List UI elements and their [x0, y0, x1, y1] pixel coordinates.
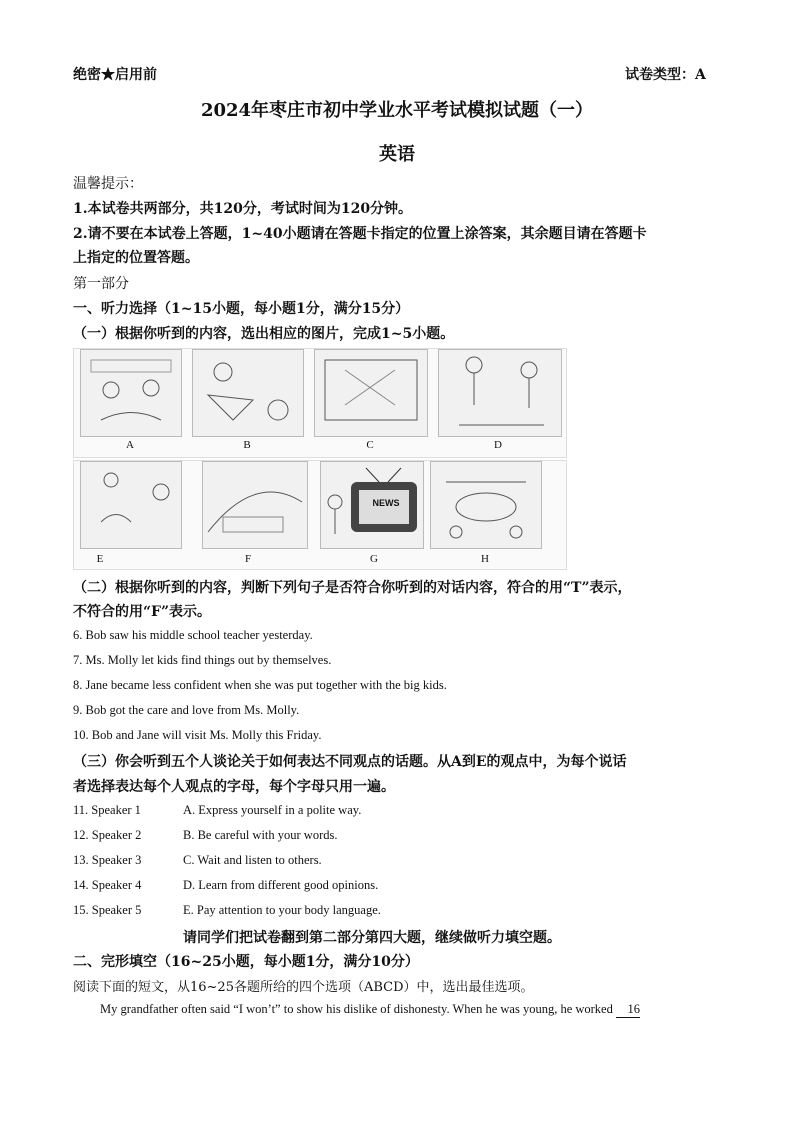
option-b: B. Be careful with your words.: [183, 828, 338, 842]
section-1-sub-3a: （三）你会听到五个人谈论关于如何表达不同观点的话题。从A到E的观点中，为每个说话: [73, 754, 627, 770]
picture-label-h: H: [481, 553, 489, 565]
part-one-heading: 第一部分: [73, 276, 129, 292]
blank-16: 16: [616, 1002, 640, 1018]
picture-h: [430, 461, 542, 549]
notice-item-1: 1.本试卷共两部分，共120分，考试时间为120分钟。: [73, 201, 413, 217]
picture-label-f: F: [244, 553, 252, 565]
tf-item-10: 10. Bob and Jane will visit Ms. Molly this Friday.: [73, 728, 322, 742]
picture-d: [438, 349, 562, 437]
option-e: E. Pay attention to your body language.: [183, 903, 381, 917]
speaker-14: 14. Speaker 4: [73, 878, 142, 892]
passage-first-line: [100, 1002, 640, 1018]
picture-e: [80, 461, 182, 549]
tf-item-6: 6. Bob saw his middle school teacher yesterday.: [73, 628, 313, 642]
speaker-11: 11. Speaker 1: [73, 803, 141, 817]
section-1-sub-1: （一）根据你听到的内容，选出相应的图片，完成1~5小题。: [73, 326, 455, 342]
section-1-heading: 一、听力选择（1~15小题，每小题1分，满分15分）: [73, 301, 410, 317]
section-1-sub-2a: （二）根据你听到的内容，判断下列句子是否符合你听到的对话内容，符合的用“T”表示，: [73, 580, 632, 596]
notice-heading: 温馨提示：: [73, 176, 143, 192]
tf-item-9: 9. Bob got the care and love from Ms. Molly.: [73, 703, 300, 717]
speaker-15: 15. Speaker 5: [73, 903, 142, 917]
speaker-13: 13. Speaker 3: [73, 853, 142, 867]
picture-c: [314, 349, 428, 437]
confidential-mark: 绝密★启用前: [73, 67, 157, 83]
subject-title: 英语: [379, 144, 415, 165]
tf-item-8: 8. Jane became less confident when she was put together with the big kids.: [73, 678, 447, 692]
paper-type: 试卷类型：A: [625, 67, 706, 83]
section-2-heading: 二、完形填空（16~25小题，每小题1分，满分10分）: [73, 954, 419, 970]
picture-row-2: [73, 460, 567, 570]
notice-item-2a: 2.请不要在本试卷上答题，1~40小题请在答题卡指定的位置上涂答案，其余题目请在答题卡: [73, 226, 647, 242]
picture-label-c: C: [366, 439, 374, 451]
passage-text: My grandfather often said “I won’t” to show his dislike of dishonesty. When he was young, he worked: [100, 1002, 613, 1016]
notice-item-2b: 上指定的位置答题。: [73, 250, 199, 266]
picture-label-e: E: [96, 553, 104, 565]
picture-label-d: D: [494, 439, 502, 451]
picture-label-a: A: [126, 439, 134, 451]
picture-g: [320, 461, 424, 549]
exam-title: 2024年枣庄市初中学业水平考试模拟试题（一）: [200, 100, 594, 121]
tv-news-text: NEWS: [372, 498, 400, 508]
picture-row-1: [73, 348, 567, 458]
section-1-sub-3b: 者选择表达每个人观点的字母，每个字母只用一遍。: [73, 779, 395, 795]
picture-f: [202, 461, 308, 549]
picture-a: [80, 349, 182, 437]
picture-b: [192, 349, 304, 437]
turn-page-note: 请同学们把试卷翻到第二部分第四大题，继续做听力填空题。: [183, 930, 561, 946]
speaker-12: 12. Speaker 2: [73, 828, 142, 842]
section-2-instruction: 阅读下面的短文，从16~25各题所给的四个选项（ABCD）中，选出最佳选项。: [73, 980, 534, 995]
picture-label-g: G: [370, 553, 378, 565]
section-1-sub-2b: 不符合的用“F”表示。: [73, 604, 212, 620]
option-d: D. Learn from different good opinions.: [183, 878, 379, 892]
tf-item-7: 7. Ms. Molly let kids find things out by themselves.: [73, 653, 332, 667]
picture-label-b: B: [243, 439, 251, 451]
option-c: C. Wait and listen to others.: [183, 853, 322, 867]
option-a: A. Express yourself in a polite way.: [183, 803, 362, 817]
